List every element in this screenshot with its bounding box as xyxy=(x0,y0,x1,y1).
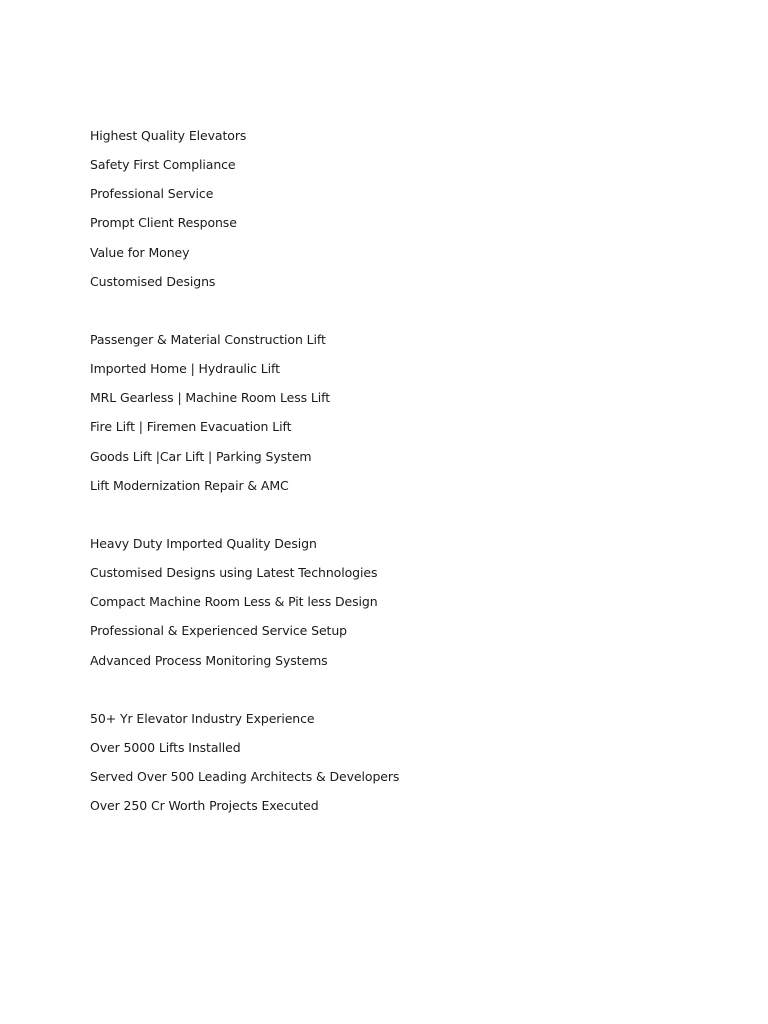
experience-item: 50+ Yr Elevator Industry Experience xyxy=(90,710,315,726)
design-item: Professional & Experienced Service Setup xyxy=(90,623,347,639)
design-section xyxy=(90,529,690,675)
features-section xyxy=(90,121,690,296)
document-page xyxy=(90,121,690,820)
design-item: Advanced Process Monitoring Systems xyxy=(90,652,328,668)
product-item: Goods Lift |Car Lift | Parking System xyxy=(90,448,312,464)
products-section xyxy=(90,325,690,500)
product-item: Passenger & Material Construction Lift xyxy=(90,331,326,347)
section-spacer xyxy=(90,500,690,529)
section-spacer xyxy=(90,296,690,325)
feature-item: Highest Quality Elevators xyxy=(90,128,247,143)
product-item: Lift Modernization Repair & AMC xyxy=(90,477,289,493)
feature-item: Safety First Compliance xyxy=(90,157,236,173)
feature-item: Value for Money xyxy=(90,244,190,260)
product-item: Fire Lift | Firemen Evacuation Lift xyxy=(90,419,292,435)
product-item: Imported Home | Hydraulic Lift xyxy=(90,361,280,377)
product-item: MRL Gearless | Machine Room Less Lift xyxy=(90,390,331,406)
feature-item: Customised Designs xyxy=(90,273,216,289)
feature-item: Prompt Client Response xyxy=(90,215,237,231)
experience-item: Over 250 Cr Worth Projects Executed xyxy=(90,798,319,814)
design-item: Customised Designs using Latest Technologies xyxy=(90,565,378,581)
experience-section xyxy=(90,704,690,821)
design-item: Compact Machine Room Less & Pit less Design xyxy=(90,594,378,610)
feature-item: Professional Service xyxy=(90,186,214,202)
experience-item: Served Over 500 Leading Architects & Developers xyxy=(90,769,400,785)
experience-item: Over 5000 Lifts Installed xyxy=(90,739,241,755)
section-spacer xyxy=(90,675,690,704)
design-item: Heavy Duty Imported Quality Design xyxy=(90,535,317,551)
